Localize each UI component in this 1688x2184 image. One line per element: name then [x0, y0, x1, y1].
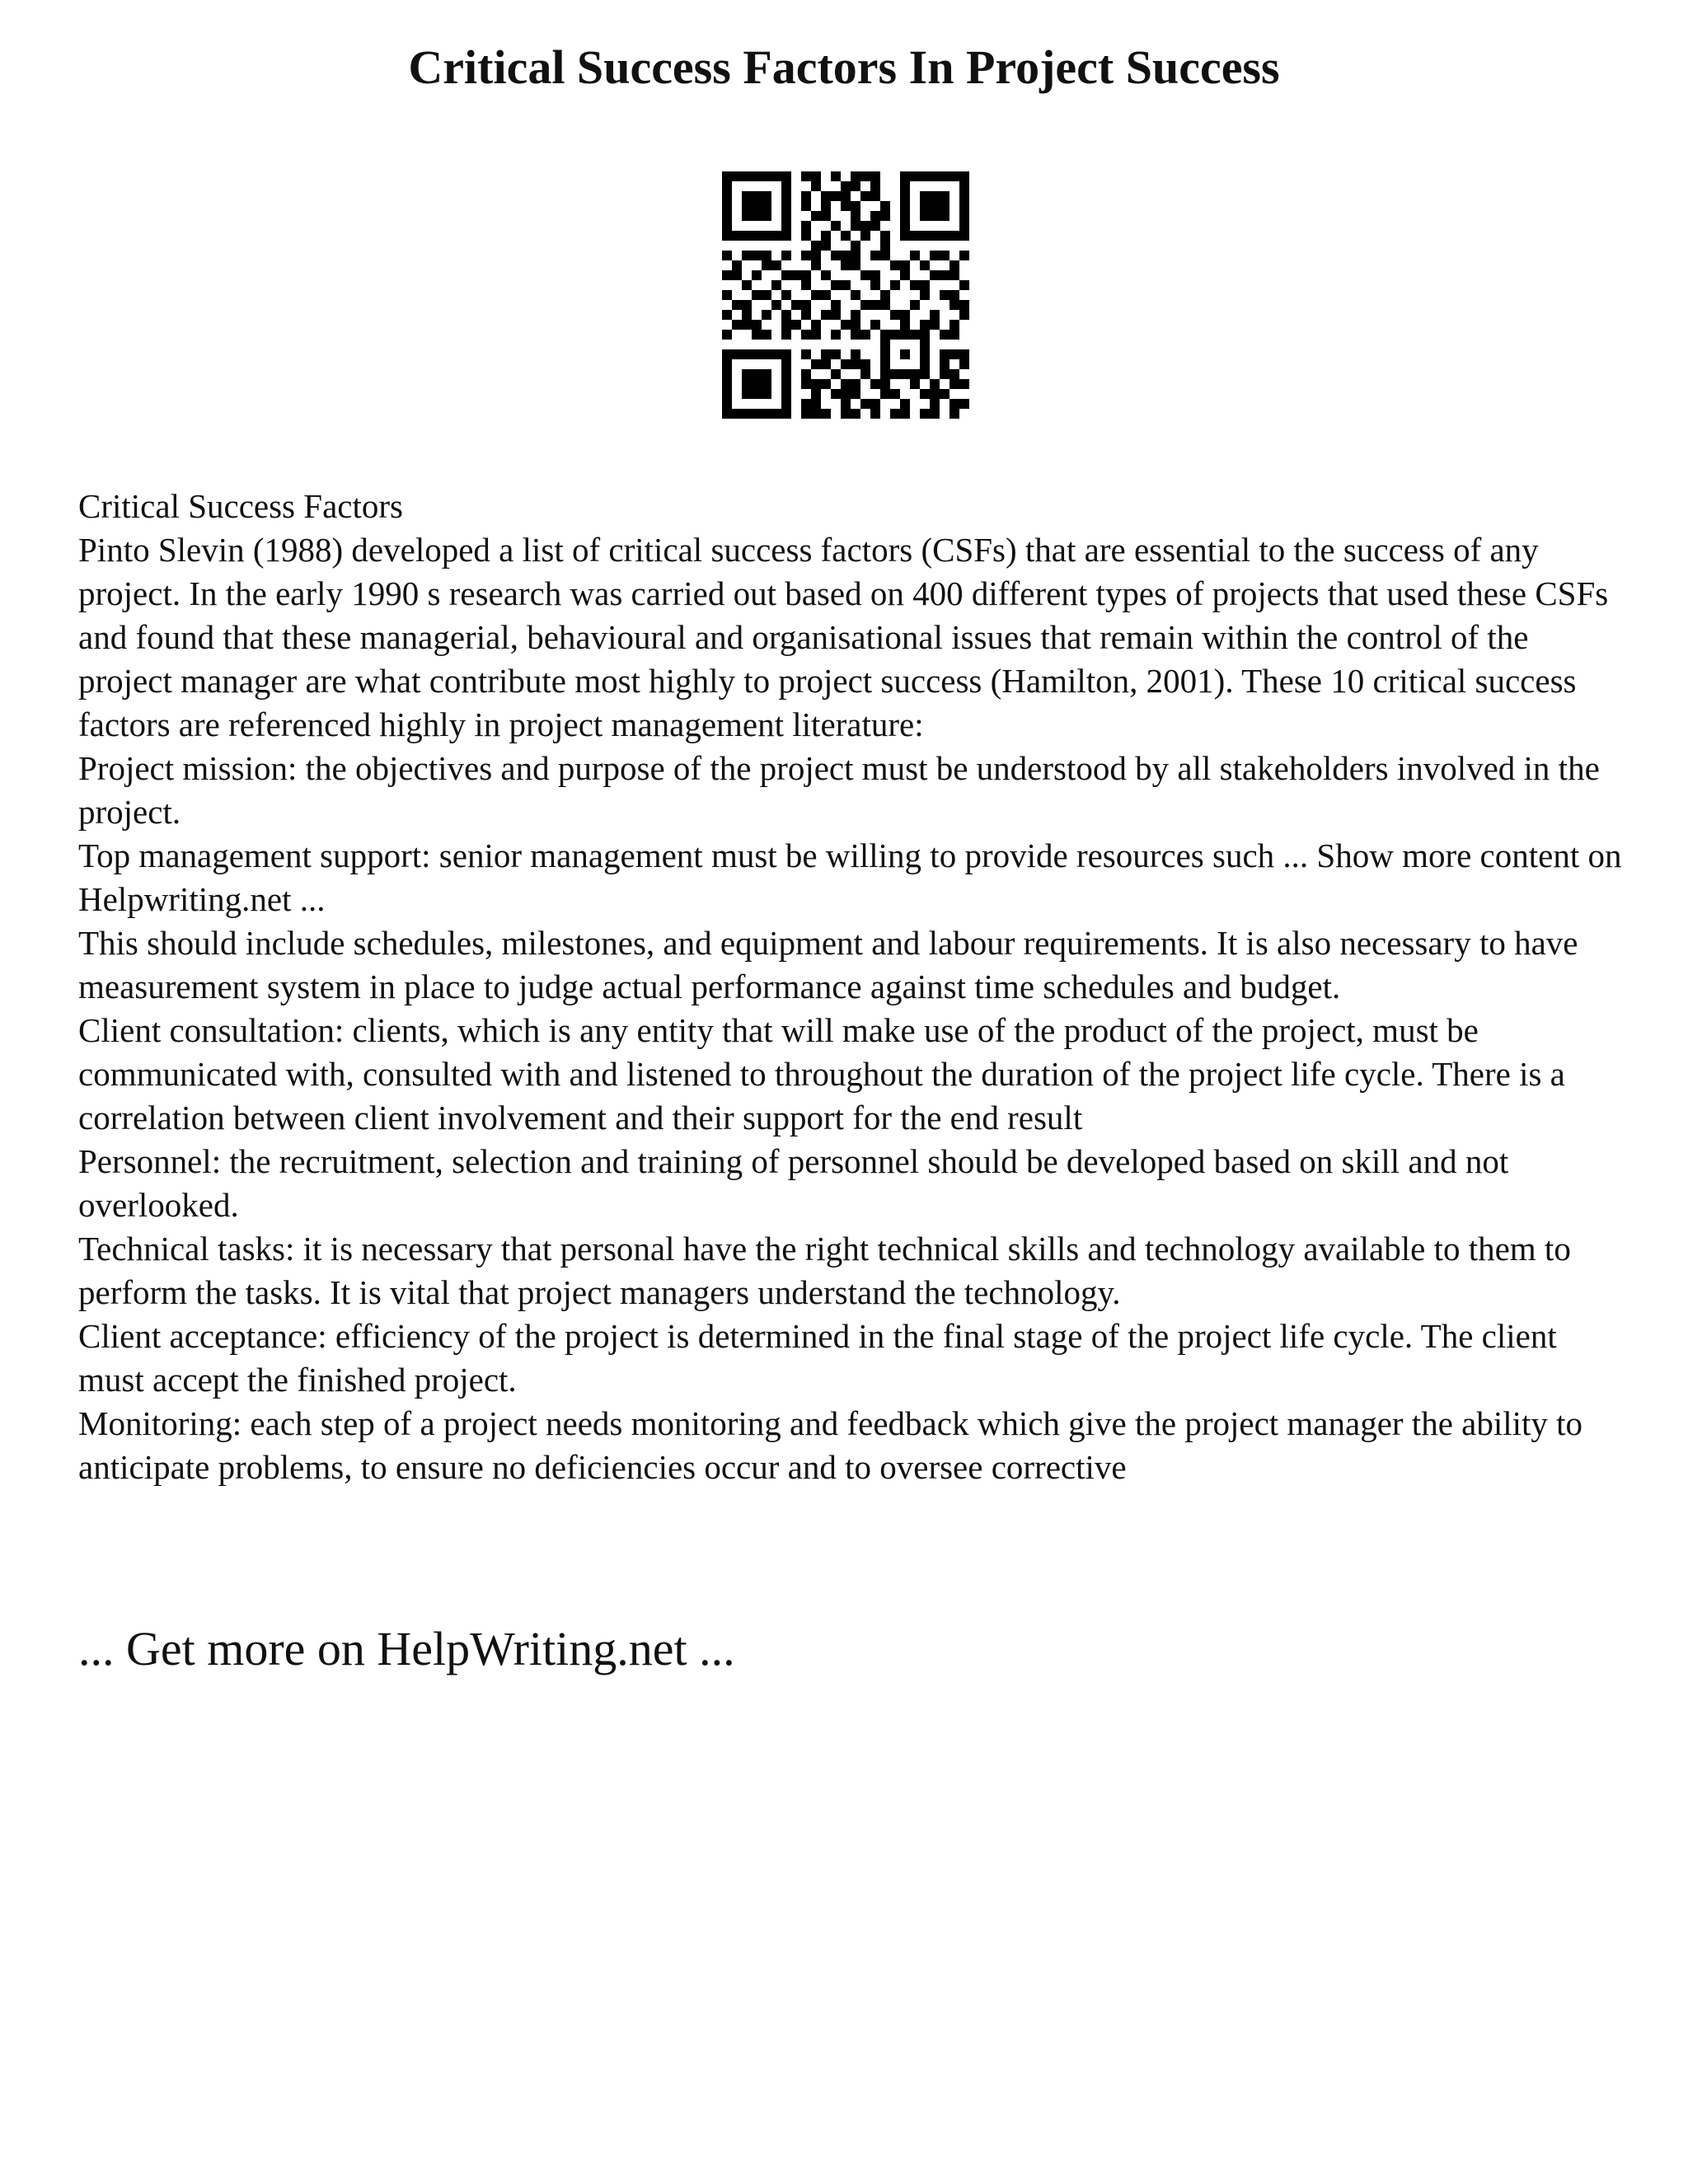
document-body — [78, 485, 1628, 1489]
paragraph-personnel: Personnel: the recruitment, selection and training of personnel should be developed based on skill and not overlooked. — [78, 1142, 1509, 1224]
paragraph-monitoring: Monitoring: each step of a project needs monitoring and feedback which give the project manager the ability to anticipate problems, to ensure no deficiencies occur and to oversee corrective — [78, 1404, 1583, 1486]
section-heading: Critical Success Factors — [78, 487, 403, 525]
get-more-link[interactable]: ... Get more on HelpWriting.net ... — [78, 1622, 735, 1675]
paragraph-client-acceptance: Client acceptance: efficiency of the project is determined in the final stage of the project life cycle. The client must accept the finished project. — [78, 1317, 1557, 1399]
paragraph-schedules: This should include schedules, milestones, and equipment and labour requirements. It is also necessary to have measurement system in place to judge actual performance against time schedules and budget. — [78, 924, 1578, 1005]
paragraph-project-mission: Project mission: the objectives and purpose of the project must be understood by all stakeholders involved in the project. — [78, 749, 1600, 831]
paragraph-intro: Pinto Slevin (1988) developed a list of critical success factors (CSFs) that are essential to the success of any project. In the early 1990 s research was carried out based on 400 different types of projects that used these CSFs and found that these managerial, behavioural and organisational issues that remain within the control of the project manager are what contribute most highly to project success (Hamilton, 2001). These 10 critical success factors are referenced highly in project management literature: — [78, 531, 1609, 743]
qr-code-icon — [722, 171, 969, 419]
document-title: Critical Success Factors In Project Success — [408, 40, 1280, 94]
paragraph-top-management-support: Top management support: senior management must be willing to provide resources such ... Show more content on Helpwriting.net ... — [78, 837, 1622, 918]
paragraph-client-consultation: Client consultation: clients, which is any entity that will make use of the product of the project, must be communicated with, consulted with and listened to throughout the duration of the project life cycle. There is a correlation between client involvement and their support for the end result — [78, 1011, 1565, 1137]
paragraph-technical-tasks: Technical tasks: it is necessary that personal have the right technical skills and technology available to them to perform the tasks. It is vital that project managers understand the technology. — [78, 1230, 1571, 1311]
